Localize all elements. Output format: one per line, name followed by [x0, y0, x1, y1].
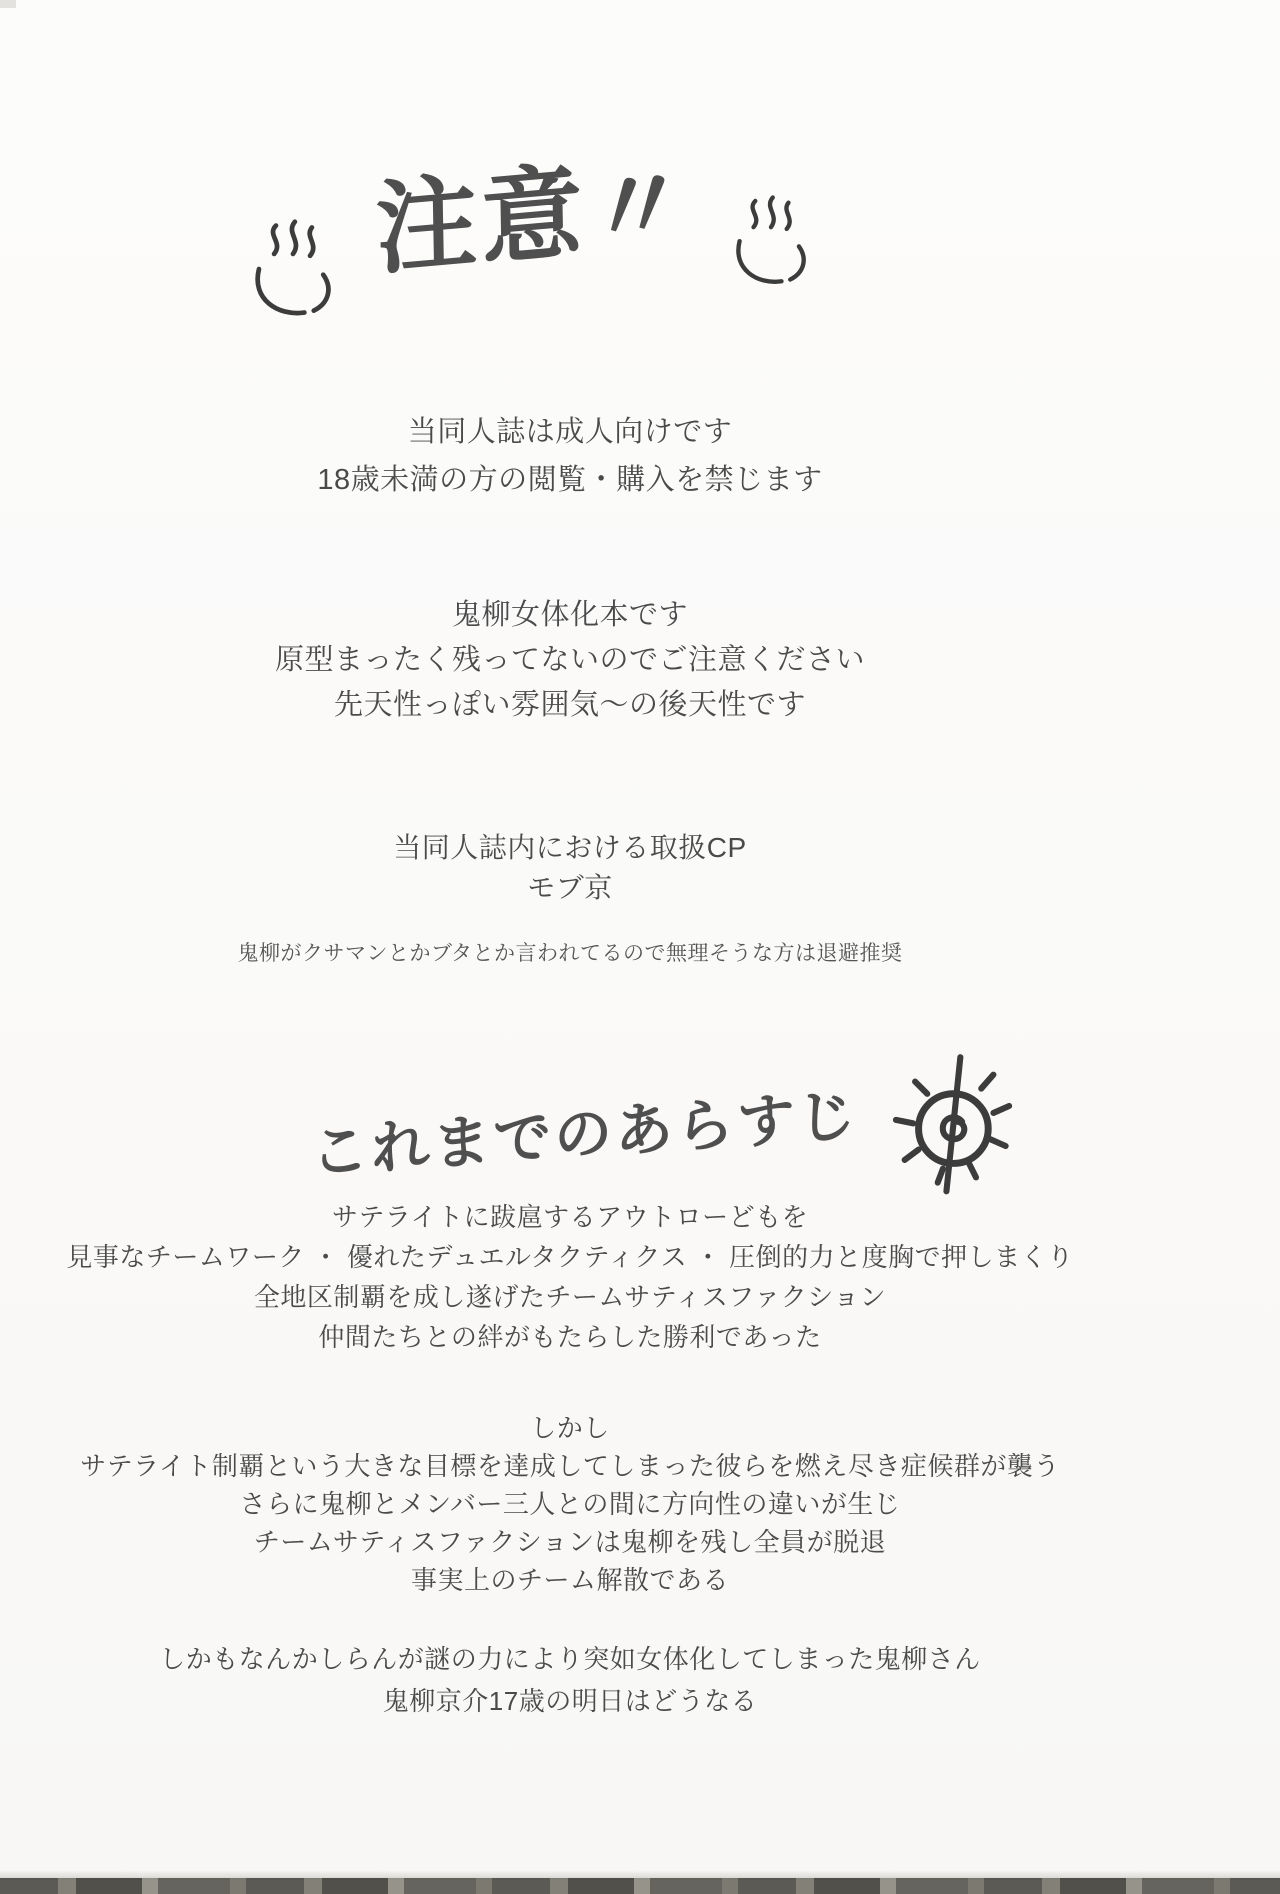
text-line: しかもなんかしらんが謎の力により突如女体化してしまった鬼柳さん	[159, 1644, 981, 1674]
text-line: 事実上のチーム解散である	[410, 1565, 729, 1595]
text-line: 鬼柳女体化本です	[451, 599, 688, 631]
sun-doodle-icon	[877, 1052, 1035, 1200]
synopsis-paragraph-1	[0, 1197, 1140, 1357]
text-line: しかし	[530, 1413, 610, 1443]
synopsis-header	[310, 1058, 1070, 1200]
warning-header	[230, 145, 830, 322]
scan-corner-artifact	[0, 0, 16, 8]
text-line: 先天性っぽい雰囲気～の後天性です	[333, 689, 806, 721]
cp-section	[0, 828, 1140, 974]
scan-edge-artifact	[0, 1878, 1280, 1894]
text-line: 仲間たちとの絆がもたらした勝利であった	[318, 1322, 822, 1352]
cp-heading: 当同人誌内における取扱CP	[393, 832, 747, 863]
text-line: 見事なチームワーク ・ 優れたデュエルタクティクス ・ 圧倒的力と度胸で押しまくり	[66, 1242, 1074, 1272]
synopsis-title: これまでのあらすじ	[310, 1082, 860, 1187]
text-line: 18歳未満の方の閲覧・購入を禁じます	[317, 464, 823, 496]
text-line: サテライト制覇という大きな目標を達成してしまった彼らを燃え尽き症候群が襲う	[80, 1451, 1060, 1481]
cp-note: 鬼柳がクサマンとかブタとか言われてるので無理そうな方は退避推奨	[237, 942, 903, 965]
onsen-steam-icon	[245, 218, 341, 322]
cp-pairing: モブ京	[527, 872, 613, 903]
synopsis-paragraph-2	[0, 1409, 1140, 1599]
text-line: 原型まったく残ってないのでご注意ください	[274, 644, 865, 676]
text-line: サテライトに跋扈するアウトローどもを	[331, 1202, 809, 1232]
adult-warning-block	[0, 408, 1140, 504]
warning-title: 注意〃	[374, 145, 694, 287]
text-line: 当同人誌は成人向けです	[407, 416, 733, 448]
content-warning-block	[0, 593, 1140, 728]
onsen-steam-icon	[727, 194, 815, 290]
synopsis-paragraph-3	[0, 1638, 1140, 1722]
text-line: チームサティスファクションは鬼柳を残し全員が脱退	[253, 1527, 887, 1557]
text-line: さらに鬼柳とメンバー三人との間に方向性の違いが生じ	[239, 1489, 901, 1519]
text-line: 鬼柳京介17歳の明日はどうなる	[382, 1686, 758, 1716]
text-line: 全地区制覇を成し遂げたチームサティスファクション	[253, 1282, 887, 1312]
